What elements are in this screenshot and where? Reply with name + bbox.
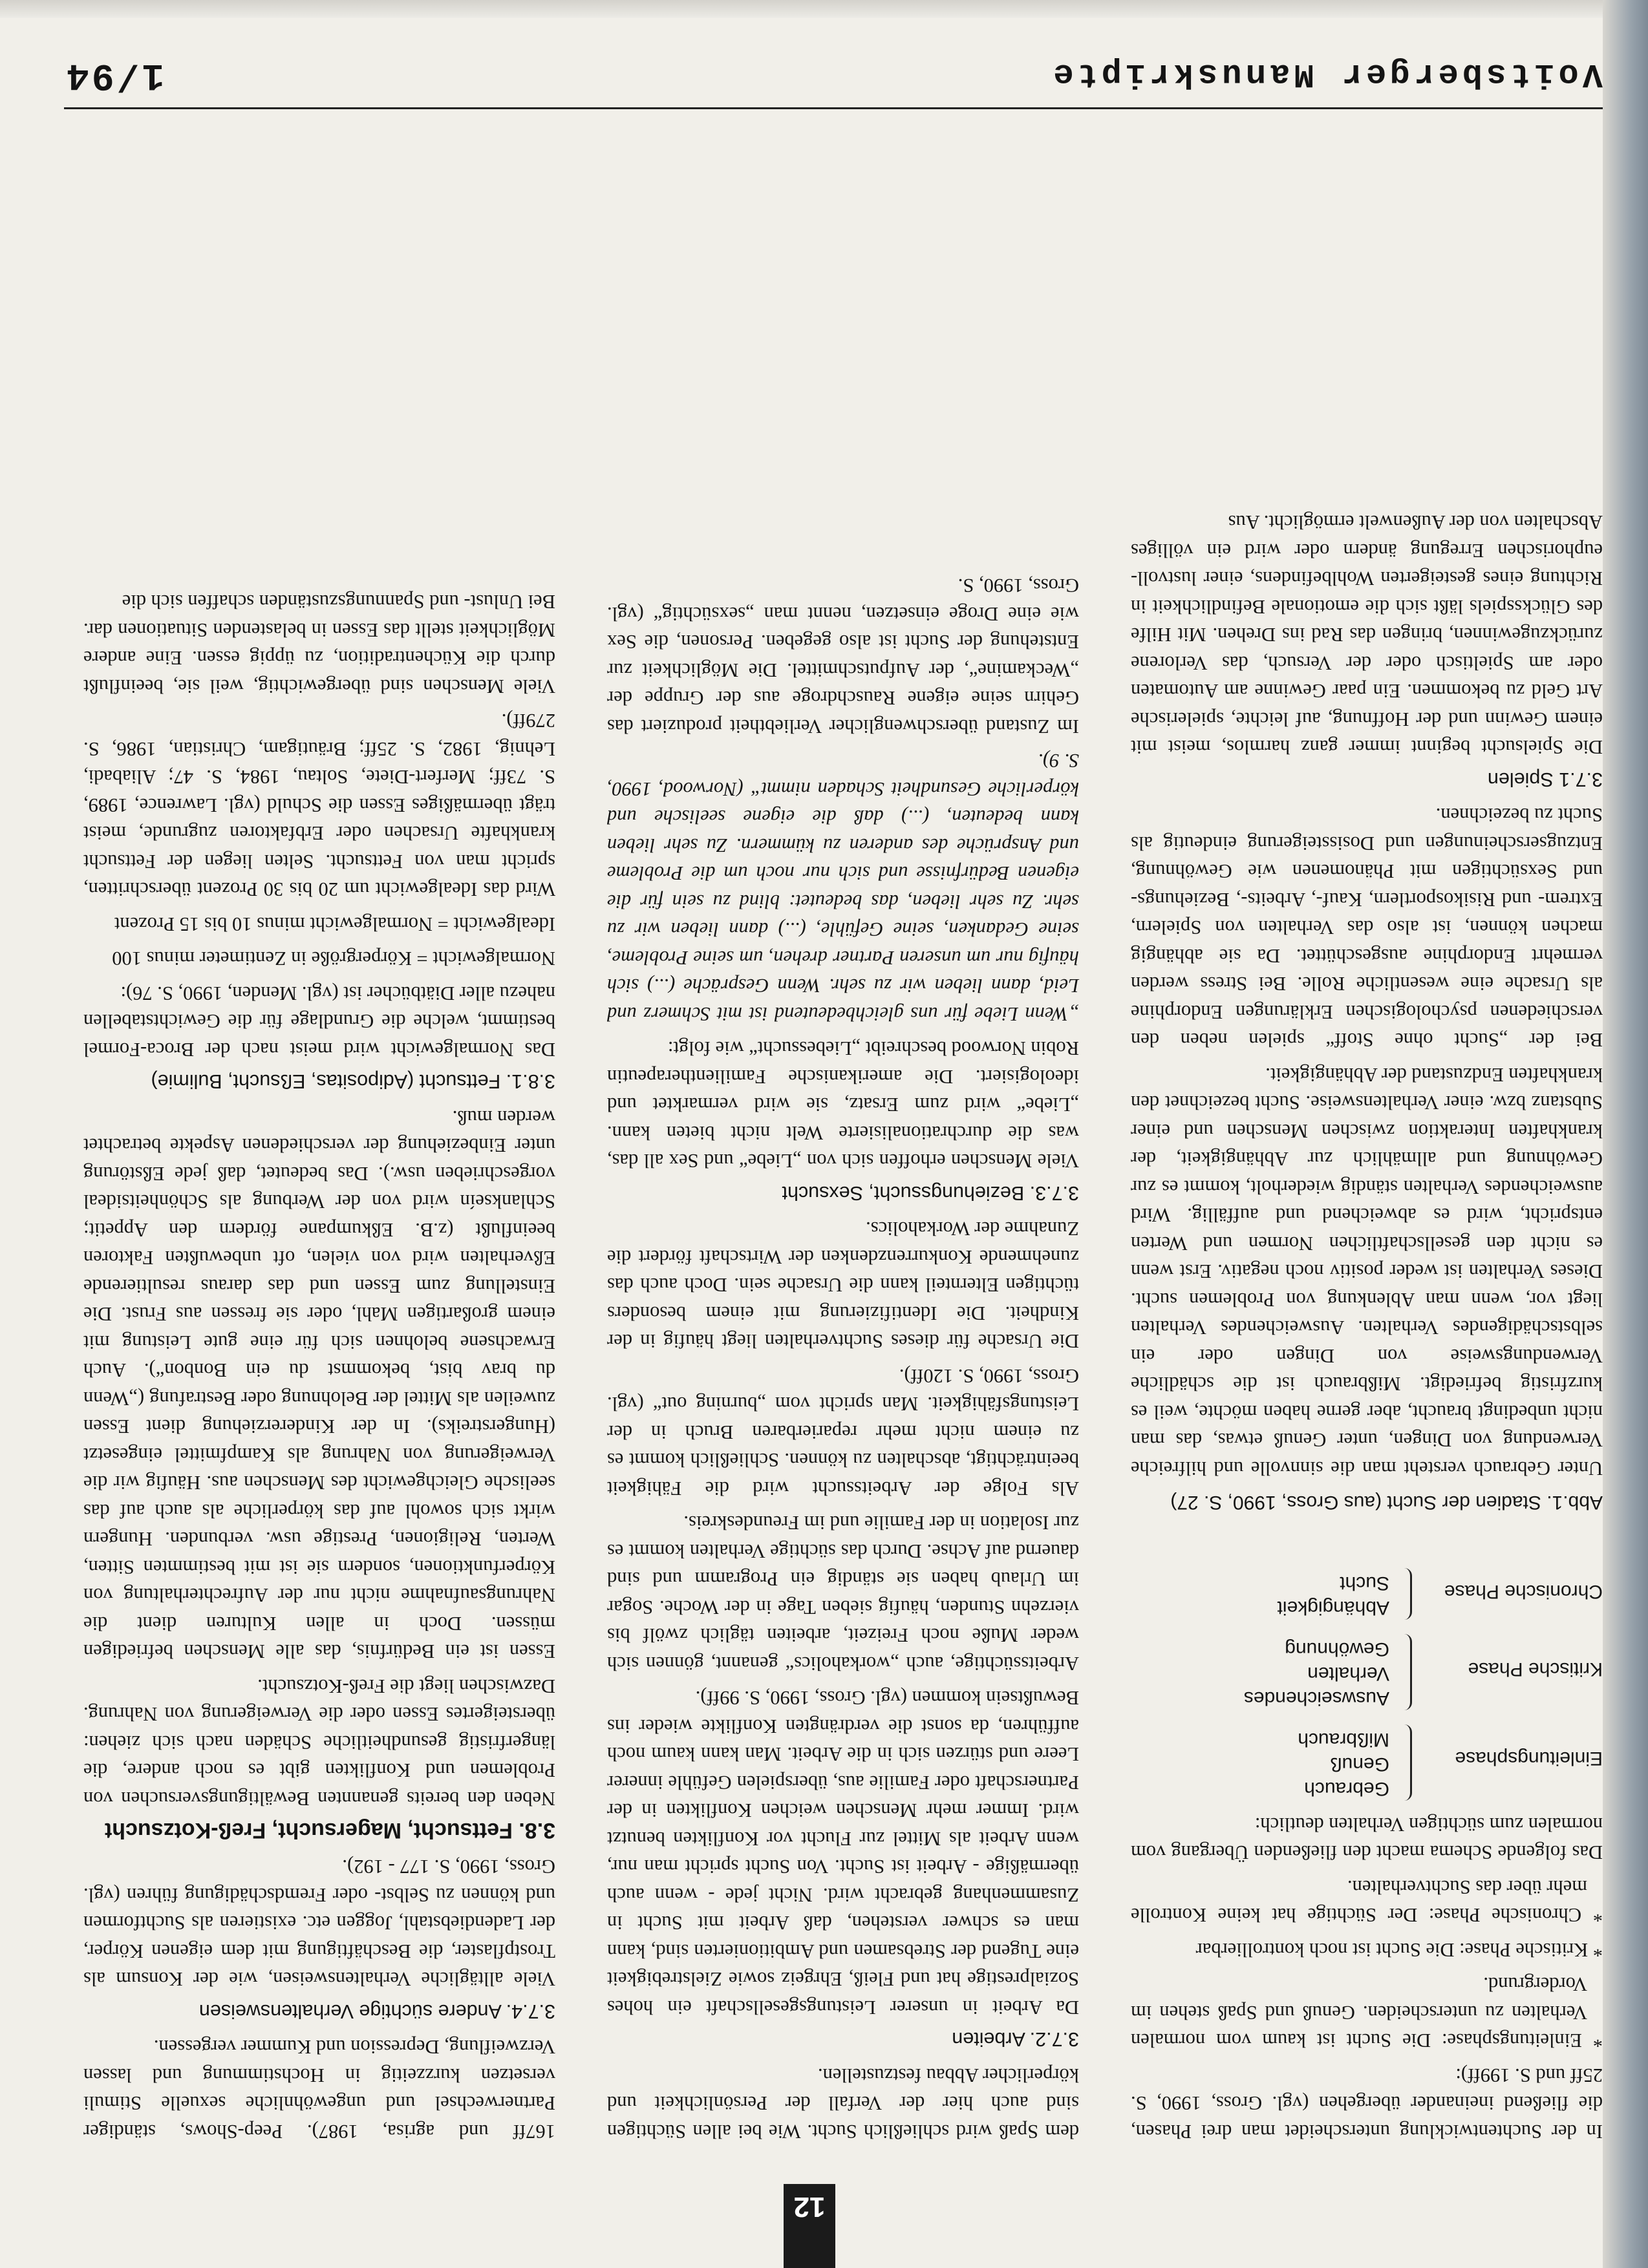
list-item: * Kritische Phase: Die Sucht ist noch kontrollierbar — [1195, 1939, 1603, 1961]
paragraph: Die Ursache für dieses Suchtverhalten liegt häufig in der Kindheit. Die Identifizierung mit einem besonders tüchtigen Elternteil kann die Ursache sein. Doch auch das zunehmende Konkurrenzdenken der Wirtschaft fördert die Zunahme der Workaholics. — [607, 1218, 1079, 1353]
paragraph: Viele alltägliche Verhaltensweisen, wie der Konsum als Trostpflaster, die Beschäftigung mit dem eigenen Körper, der Ladendiebstahl, Joggen etc. existieren als Suchtformen und können zu Selbst- oder Fremdschädigung führen (vgl. Gross, 1990, S. 177 - 192). — [83, 1856, 555, 1991]
paragraph: 167ff und agrisa, 1987). Peep-Shows, ständiger Partnerwechsel und ungewöhnliche sexuelle Stimuli versetzen kurzzeitig in Hochstimmung und lassen Verzweiflung, Depression und Kummer vergessen. — [83, 2036, 555, 2143]
paragraph: In der Suchtentwicklung unterscheidet man drei Phasen, die fließend ineinander übergehen (vgl. Gross, 1990, S. 25ff und S. 199ff): — [1131, 2064, 1603, 2143]
paragraph: Essen ist ein Bedürfnis, das alle Menschen befriedigen müssen. Doch in allen Kulturen dient die Nahrungsaufnahme nicht nur der Aufrechterhaltung von Körperfunktionen, sondern sie ist mit bestimmten Sitten, Werten, Religionen, Prestige usw. verbunden. Hungern wirkt sich sowohl auf das körperliche als auch auf das seelische Gleichgewicht des Menschen aus. Häufig wir die Verweigerung von Nahrung als Kampfmittel eingesetzt (Hungerstreiks). In der Kindererziehung dient Essen zuweilen als Mittel der Belohnung oder Bestrafung („Wenn du brav bist, bekommst du ein Bonbon“). Auch Erwachsene belohnen sich für eine gute Leistung mit einem großartigen Mahl, oder sie fressen aus Frust. Die Einstellung zum Essen und das daraus resultierende Eßverhalten wird von vielen, oft unbewußten Faktoren beeinflußt (z.B. Eßkumpane fördern den Appetit; Schlankseín wird von der Werbung als Schönheitsideal vorgeschrieben usw.). Das bedeutet, daß jede Eßstörung unter Einbeziehung der verschiedenen Aspekte betrachtet werden muß. — [83, 1107, 555, 1663]
figure-caption: Abb.1. Stadien der Sucht (aus Gross, 1990, S. 27) — [1170, 1492, 1603, 1514]
addiction-stages-diagram — [1131, 1523, 1603, 1801]
column-left — [1131, 502, 1603, 2145]
list-item: * Einleitungsphase: Die Sucht ist kaum vom normalen Verhalten zu unterscheiden. Genuß und Spaß stehen im Vordergrund. — [1131, 1973, 1603, 2052]
paragraph: Arbeitssüchtige, auch „workaholics“ genannt, gönnen sich weder Muße noch Freizeit, arbeiten täglich zwölf bis vierzehn Stunden, häufig sieben Tage in der Woche. Sogar im Urlaub haben sie ständig ein Programm und sind dauernd auf Achse. Durch das süchtige Verhalten kommt es zur Isolation in der Familie und im Freundeskreis. — [607, 1512, 1079, 1675]
diagram-brace — [1396, 1569, 1412, 1620]
paragraph: Bei der „Sucht ohne Stoff“ spielen neben den verschiedenen psychologischen Erklärungen Endorphine als Ursache eine wesentliche Rolle. Bei Stress werden vermehrt Endorphine ausgeschüttet. Da sie abhängig machen können, ist also das Verhalten von Spielern, Extrem- und Risikosportlern, Kauf-, Arbeits-, Beziehungs- und Sexsüchtigen mit Phänomenen wie Gewöhnung, Entzugserscheinungen und Dosissteigerung eindeutig als Sucht zu bezeichnen. — [1131, 804, 1603, 1052]
chapter-heading: 3.8. Fettsucht, Magersucht, Freß-Kotzsucht — [104, 1818, 555, 1843]
column-middle — [607, 565, 1079, 2145]
diagram-phase-label: Einleitungsphase — [1455, 1748, 1603, 1770]
section-heading: 3.7.3. Beziehungssucht, Sexsucht — [782, 1182, 1079, 1204]
diagram-phase-label: Chronische Phase — [1444, 1581, 1603, 1603]
diagram-items: Abhängigkeit Sucht — [1277, 1573, 1389, 1619]
paragraph: Die Spielsucht beginnt immer ganz harmlos, meist mit einem Gewinn und der Hoffnung, auf leichte, spielerische Art Geld zu bekommen. Ein paar Gewinne am Automaten oder am Spieltisch oder der Versuch, das Verlorene zurückzugewinnen, bringen das Rad ins Drehen. Mit Hilfe des Glücksspiels läßt sich die emotionale Befindlichkeit in Richtung eines gesteigerten Wohlbefindens, einer lustvoll-euphorischen Erregung ändern oder wird ein völliges Abschalten von der Außenwelt ermöglicht. Aus — [1131, 511, 1603, 759]
section-heading: 3.7.1 Spielen — [1487, 768, 1603, 790]
paragraph: Wird das Idealgewicht um 20 bis 30 Prozent überschritten, spricht man von Fettsucht. Selten liegen der Fettsucht krankhafte Ursachen oder Erbfaktoren zugrunde, meist trägt übermäßiges Essen die Schuld (vgl. Lawrence, 1989, S. 73ff; Merfert-Diete, Soltau, 1984, S. 47; Aliabadi, Lehnig, 1982, S. 25ff; Bräutigam, Christian, 1986, S. 279ff). — [83, 710, 555, 901]
paragraph: Unter Gebrauch versteht man die sinnvolle und hilfreiche Verwendung von Dingen, unter Genuß etwas, das man nicht unbedingt braucht, aber gerne haben möchte, weil es kurzfristig befriedigt. Mißbrauch ist die schädliche Verwendungsweise von Dingen oder ein selbstschädigendes Verhalten. Ausweichendes Verhalten liegt vor, wenn man Ablenkung von Problemen sucht. Dieses Verhalten ist weder positiv noch negativ. Erst wenn es nicht den gesellschaftlichen Normen und Werten entspricht, wird es abweichend und auffällig. Wird ausweichendes Verhalten ständig wiederholt, kommt es zur Gewöhnung und allmählich zur Abhängigkeit, der krankhaften Interaktion zwischen Menschen und einer Substanz bzw. einer Verhaltensweise. Sucht bezeichnet den krankhaften Endzustand der Abhängigkeit. — [1131, 1064, 1603, 1479]
paragraph: Da Arbeit in unserer Leistungsgesellschaft ein hohes Sozialprestige hat und Fleiß, Ehrgeiz sowie Zielstrebigkeit eine Tugend der Strebsamen und Ambitionierten sind, kann man es schwer verstehen, daß Arbeit mit Sucht in Zusammenhang gebracht wird. Nicht jede - wenn auch übermäßige - Arbeit ist Sucht. Von Sucht spricht man nur, wenn Arbeit als Mittel zur Flucht vor Konflikten benutzt wird. Immer mehr Menschen weichen Konflikten in der Partnerschaft oder Familie aus, überspielen Gefühle innerer Leere und stürzen sich in die Arbeit. Man kann kaum noch aufführen, da sonst die verdrängten Konflikte wieder ins Bewußtsein kommen (vgl. Gross, 1990, S. 99ff). — [607, 1687, 1079, 2019]
issue-number: 1/94 — [64, 54, 165, 96]
formula: Idealgewicht = Normalgewicht minus 10 bis 15 Prozent — [114, 913, 555, 935]
paragraph: Das Normalgewicht wird meist nach der Broca-Formel bestimmt, welche die Grundlage für die Gewichtstabellen nahezu aller Diätbücher ist (vgl. Menden, 1990, S. 76): — [83, 982, 555, 1061]
paragraph: Viele Menschen sind übergewichtig, weil sie, beeinflußt durch die Küchentradition, zu üppig essen. Eine andere Möglichkeit stellt das Essen in belastenden Situationen dar. Bei Unlust- und Spannungszuständen schaffen sich die — [83, 591, 555, 697]
series-title: Voitsberger Manuskripte — [1049, 55, 1603, 93]
column-right — [83, 581, 555, 2145]
paragraph: Viele Menschen erhoffen sich von „Liebe“ und Sex all das, was die durchrationalisierte Welt nicht bieten kann. „Liebe“ wird zum Ersatz, sie wird vermarktet und ideologisiert. Die amerikanische Familientherapeutin Robin Norwood beschreibt „Liebessucht“ wie folgt: — [607, 1037, 1079, 1172]
paragraph: Das folgende Schema macht den fließenden Übergang vom normalen zum süchtigen Verhalten deutlich: — [1131, 1814, 1603, 1864]
list-item: * Chronische Phase: Der Süchtige hat keine Kontrolle mehr über das Suchtverhalten. — [1131, 1876, 1603, 1927]
section-heading: 3.7.2. Arbeiten — [952, 2028, 1079, 2051]
running-header — [64, 49, 1603, 109]
quote: „Wenn Liebe für uns gleichbedeutend ist mit Schmerz und Leid, dann lieben wir zu sehr. Wenn Gespräche (...) sich häufig nur um unseren Partner drehen, um seine Probleme, seine Gedanken, seine Gefühle, (...) dann lieben wir zu sehr. Zu sehr lieben, das bedeutet: blind zu sein für die eigenen Bedürfnisse und sich nur noch um die Probleme und Ansprüche des anderen zu kümmern. Zu sehr lieben kann bedeuten, (...) daß die eigene seelische und körperliche Gesundheit Schaden nimmt“ (Norwood, 1990, S. 9). — [607, 750, 1079, 1025]
formula: Normalgewicht = Körpergröße in Zentimeter minus 100 — [112, 948, 555, 970]
paragraph: Als Folge der Arbeitssucht wird die Fähigkeit beeinträchtigt, abschalten zu können. Schließlich kommt es zu einem nicht mehr reparierbaren Bruch in der Leistungsfähigkeit. Man spricht vom „burning out“ (vgl. Gross, 1990, S. 120ff). — [607, 1365, 1079, 1500]
diagram-items: Gebrauch Genuß Mißbrauch — [1298, 1729, 1389, 1800]
paragraph: dem Spaß wird schließlich Sucht. Wie bei allen Süchtigen sind auch hier der Verfall der Persönlichkeit und körperlicher Abbau festzustellen. — [607, 2064, 1079, 2143]
section-heading: 3.7.4. Andere süchtige Verhaltensweisen — [198, 2000, 555, 2022]
paragraph: Neben den bereits genannten Bewältigungsversuchen von Problemen und Konflikten gibt es noch andere, die längerfristig gesundheitliche Schäden nach sich ziehen: übersteigertes Essen oder die Verweigerung von Nahrung. Dazwischen liegt die Freß-Kotzsucht. — [83, 1675, 555, 1810]
paragraph: Im Zustand überschwenglicher Verliebtheit produziert das Gehirn seine eigene Rauschdroge aus der Gruppe der „Weckamine“, der Aufputschmittel. Die Möglichkeit zur Entstehung der Sucht ist also gegeben. Personen, die Sex wie eine Droge einsetzen, nennt man „sexsüchtig“ (vgl. Gross, 1990, S. — [607, 575, 1079, 737]
diagram-brace — [1396, 1725, 1412, 1801]
section-heading: 3.8.1. Fettsucht (Adipositas, Eßsucht, Bulimie) — [151, 1070, 555, 1093]
diagram-items: Auswseichendes Verhalten Gewöhnung — [1243, 1638, 1389, 1710]
diagram-brace — [1396, 1635, 1412, 1711]
diagram-phase-label: Kritische Phase — [1468, 1659, 1603, 1680]
page-number-tab: 12 — [784, 2184, 835, 2268]
